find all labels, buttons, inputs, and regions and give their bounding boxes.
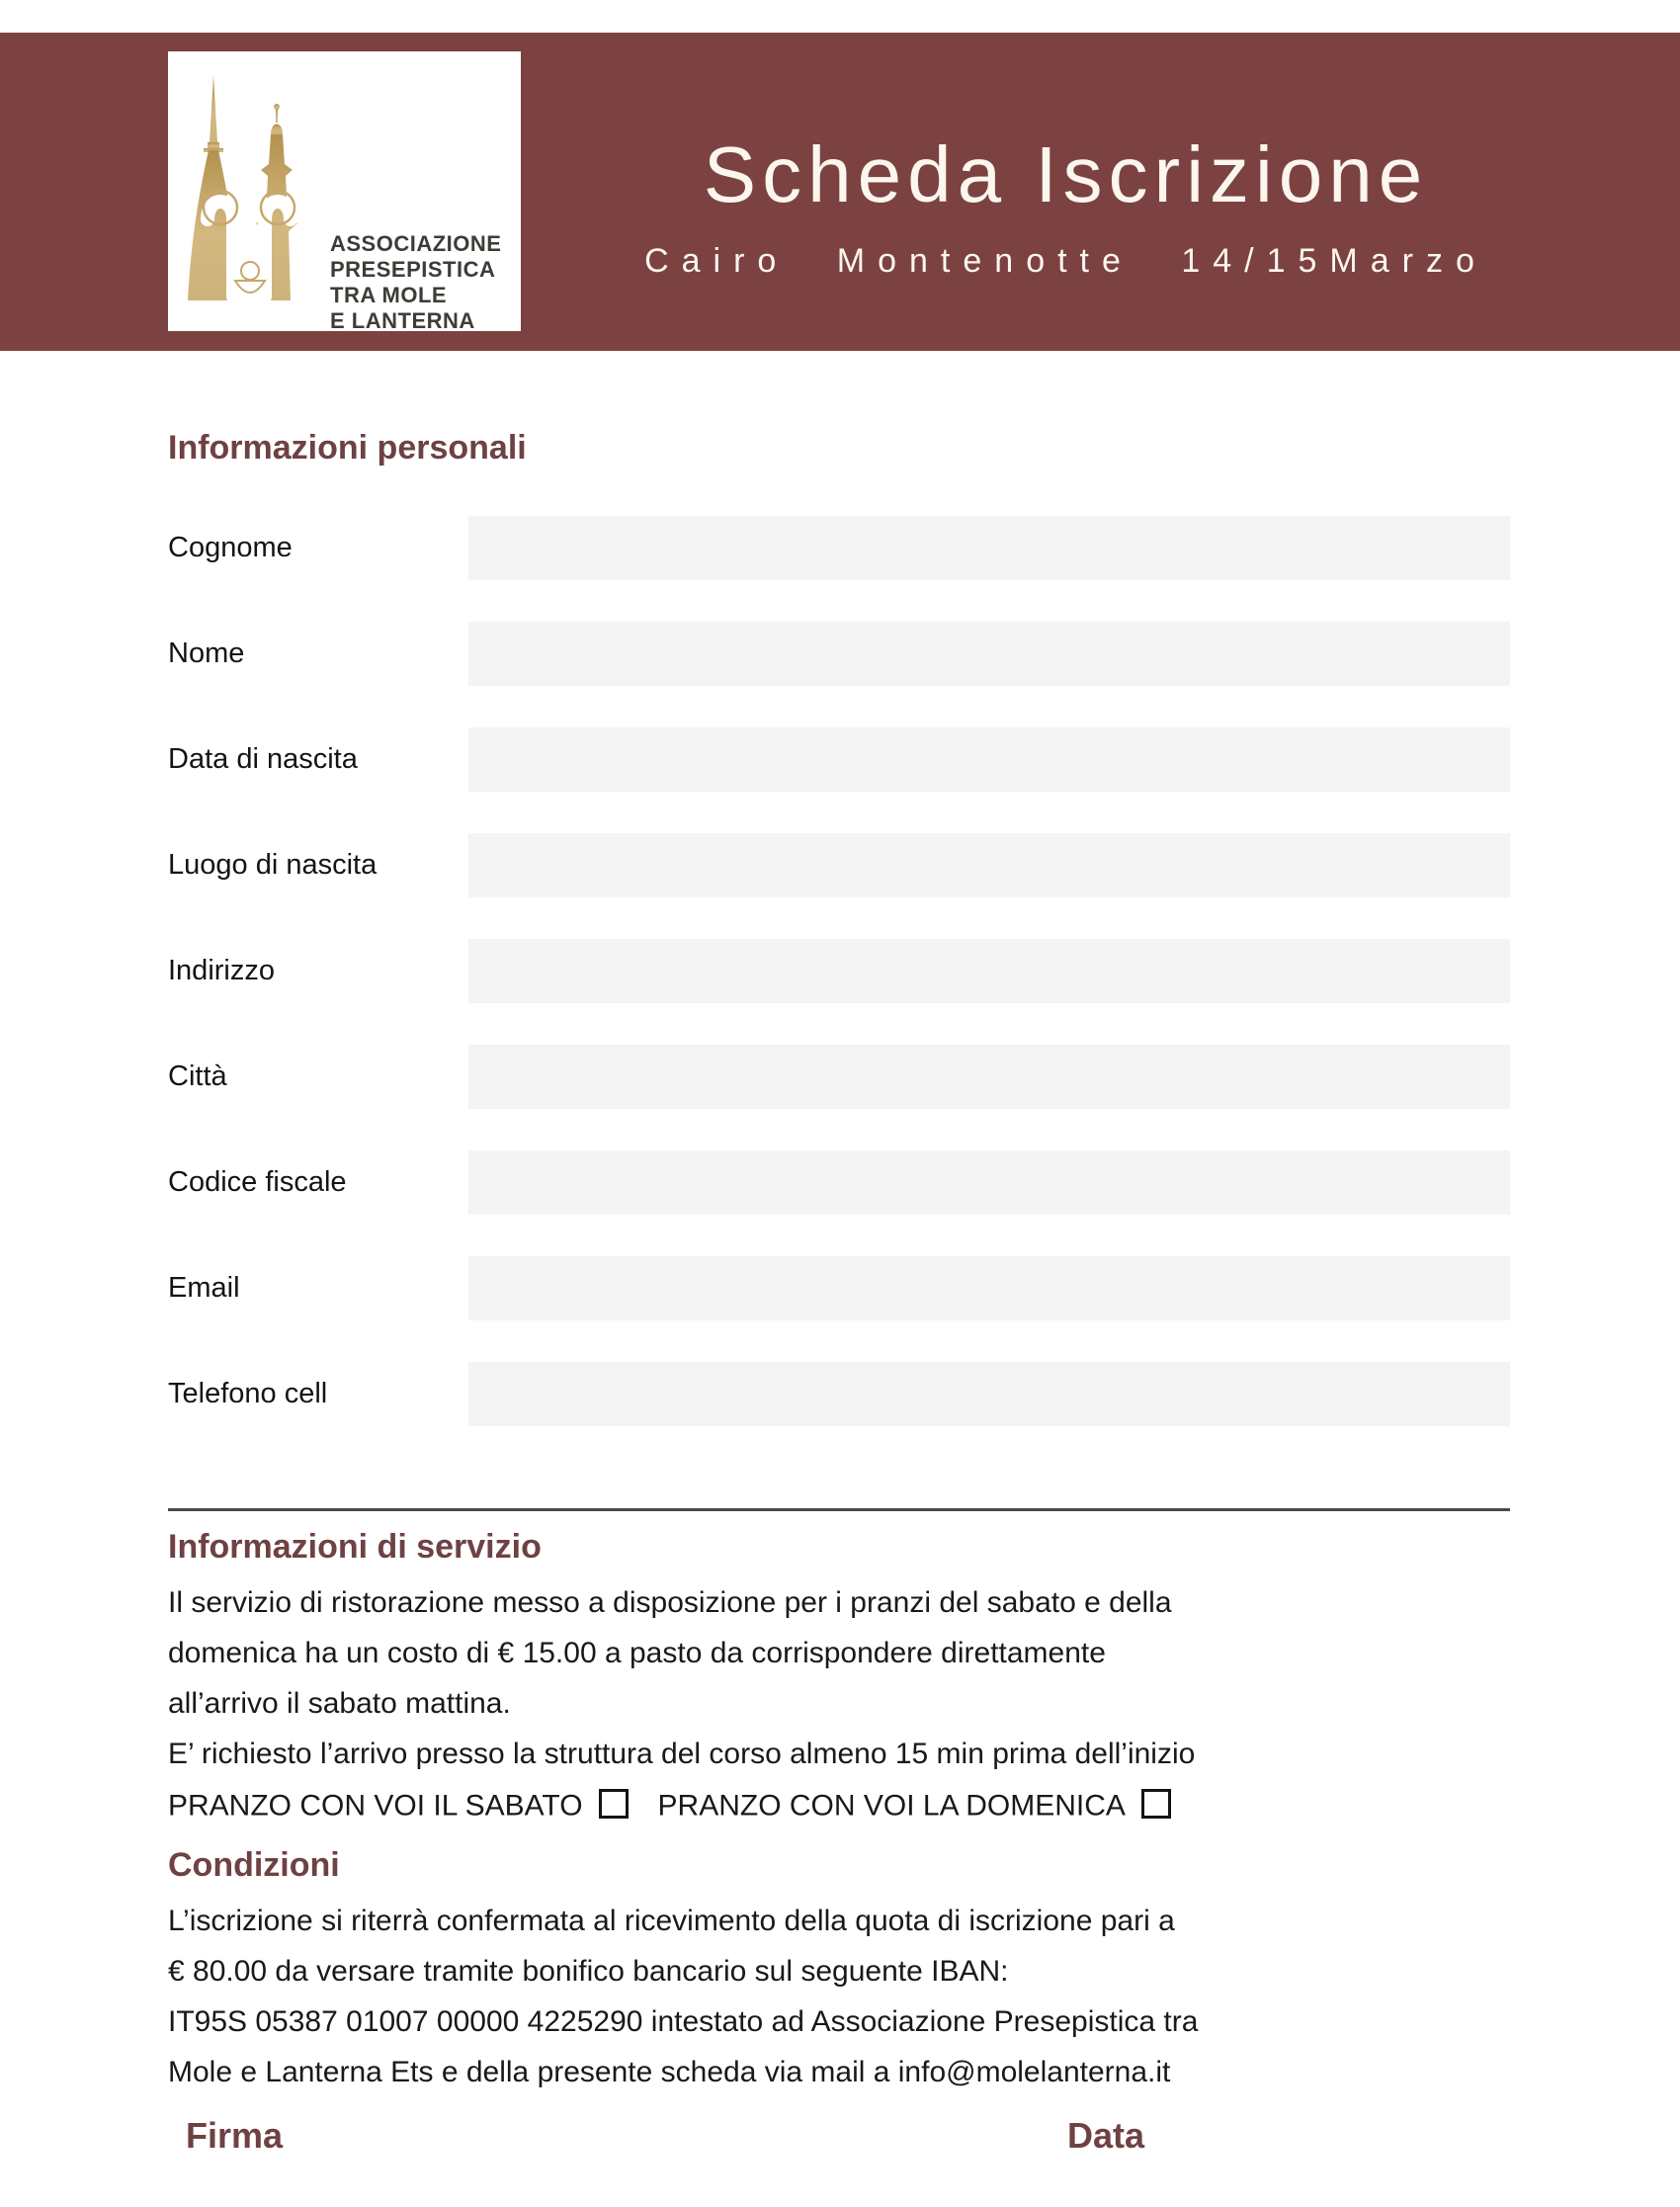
pranzo-con-voi-la-domenica-checkbox[interactable]: [1141, 1789, 1171, 1819]
telefono-cell-input[interactable]: [468, 1362, 1510, 1426]
association-logo: [168, 51, 521, 331]
service-info-text: [168, 1577, 1510, 1779]
nome-input[interactable]: [468, 622, 1510, 686]
association-name-line: ASSOCIAZIONE: [330, 231, 502, 256]
codice-fiscale-label: Codice fiscale: [168, 1166, 347, 1198]
service-info-line-3: all’arrivo il sabato mattina.: [168, 1687, 511, 1720]
citta-label: Città: [168, 1061, 227, 1092]
email-label: Email: [168, 1272, 240, 1304]
signature-label: Firma: [186, 2114, 284, 2156]
section-divider: [168, 1508, 1510, 1511]
nome-row: [168, 622, 1510, 686]
service-info-line-2: domenica ha un costo di € 15.00 a pasto da corrispondere direttamente: [168, 1637, 1106, 1669]
email-row: [168, 1256, 1510, 1320]
pranzo-con-voi-il-sabato-label: PRANZO CON VOI IL SABATO: [168, 1789, 583, 1823]
association-name-line: E LANTERNA: [330, 308, 475, 333]
form-body: [0, 351, 1680, 2174]
section-heading-personal-info: Informazioni personali: [168, 429, 527, 467]
conditions-line-4: Mole e Lanterna Ets e della presente scheda via mail a info@molelanterna.it: [168, 2055, 1171, 2088]
nome-label: Nome: [168, 637, 245, 669]
header-titles: [521, 33, 1680, 351]
association-name: [330, 231, 515, 334]
luogo-di-nascita-row: [168, 833, 1510, 897]
pranzo-con-voi-la-domenica-label: PRANZO CON VOI LA DOMENICA: [657, 1789, 1126, 1823]
service-info-line-1: Il servizio di ristorazione messo a disposizione per i pranzi del sabato e della: [168, 1586, 1172, 1619]
conditions-text: [168, 1896, 1510, 2097]
conditions-line-1: L’iscrizione si riterrà confermata al ricevimento della quota di iscrizione pari a: [168, 1904, 1175, 1937]
luogo-di-nascita-label: Luogo di nascita: [168, 849, 378, 881]
conditions-line-3: IT95S 05387 01007 00000 4225290 intestato ad Associazione Presepistica tra: [168, 2004, 1199, 2038]
service-info-line-4: E’ richiesto l’arrivo presso la struttura del corso almeno 15 min prima dell’inizio: [168, 1738, 1196, 1770]
data-di-nascita-row: [168, 727, 1510, 792]
lunch-options-row: [168, 1779, 1510, 1831]
event-subtitle: Cairo Montenotte 14/15Marzo: [644, 241, 1487, 280]
towers-nativity-icon: [178, 71, 326, 313]
citta-row: [168, 1045, 1510, 1109]
page-title: Scheda Iscrizione: [703, 129, 1429, 218]
luogo-di-nascita-input[interactable]: [468, 833, 1510, 897]
indirizzo-input[interactable]: [468, 939, 1510, 1003]
indirizzo-label: Indirizzo: [168, 955, 275, 986]
personal-info-fields: [168, 516, 1510, 1426]
citta-input[interactable]: [468, 1045, 1510, 1109]
data-di-nascita-input[interactable]: [468, 727, 1510, 792]
cognome-row: [168, 516, 1510, 580]
codice-fiscale-row: [168, 1150, 1510, 1215]
pranzo-con-voi-il-sabato-checkbox[interactable]: [599, 1789, 629, 1819]
section-heading-service-info: Informazioni di servizio: [168, 1528, 542, 1566]
indirizzo-row: [168, 939, 1510, 1003]
date-label: Data: [1067, 2114, 1145, 2156]
telefono-cell-row: [168, 1362, 1510, 1426]
section-heading-conditions: Condizioni: [168, 1845, 340, 1884]
association-name-line: TRA MOLE: [330, 283, 448, 307]
cognome-label: Cognome: [168, 532, 293, 563]
conditions-line-2: € 80.00 da versare tramite bonifico bancario sul seguente IBAN:: [168, 1954, 1009, 1988]
telefono-cell-label: Telefono cell: [168, 1378, 328, 1409]
email-input[interactable]: [468, 1256, 1510, 1320]
signature-date-row: [168, 2115, 1510, 2174]
codice-fiscale-input[interactable]: [468, 1150, 1510, 1215]
cognome-input[interactable]: [468, 516, 1510, 580]
data-di-nascita-label: Data di nascita: [168, 743, 358, 775]
association-name-line: PRESEPISTICA: [330, 257, 496, 282]
form-header: [0, 33, 1680, 351]
